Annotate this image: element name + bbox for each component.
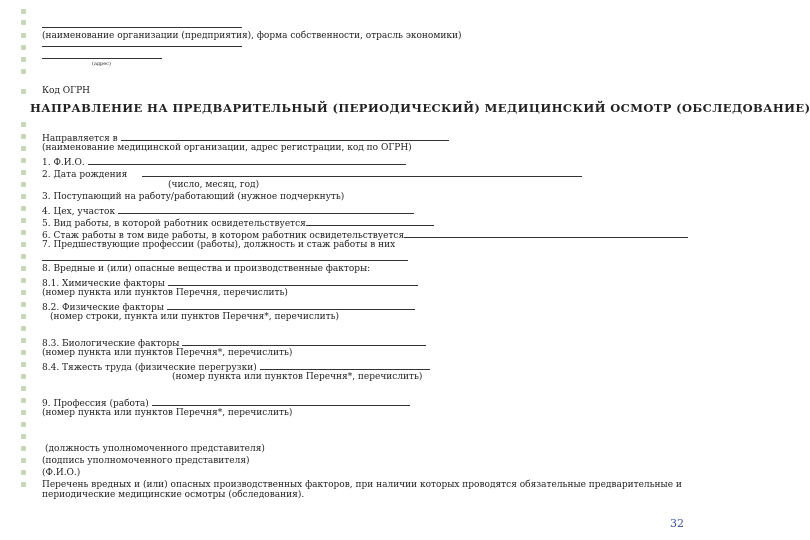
bullet — [21, 326, 26, 331]
med-org-caption: (наименование медицинской организации, адрес регистрации, код по ОГРН) — [42, 143, 412, 153]
ogrn-label: Код ОГРН — [42, 86, 91, 96]
bullet — [21, 338, 26, 343]
bullet — [21, 386, 26, 391]
birth-date-row — [42, 167, 582, 181]
workshop-field[interactable] — [118, 204, 414, 214]
bullet — [21, 122, 26, 127]
profession-field[interactable] — [152, 396, 410, 406]
document-title: НАПРАВЛЕНИЕ НА ПРЕДВАРИТЕЛЬНЫЙ (ПЕРИОДИЧЕСКИЙ) МЕДИЦИНСКИЙ ОСМОТР (ОБСЛЕДОВАНИЕ) — [30, 101, 810, 115]
address-line — [42, 58, 162, 59]
entering-row: 3. Поступающий на работу/работающий (нужное подчеркнуть) — [42, 192, 345, 202]
fio-field[interactable] — [88, 155, 406, 165]
directed-to-field[interactable] — [121, 131, 449, 141]
bullet — [21, 254, 26, 259]
bullet — [21, 374, 26, 379]
bullet — [21, 362, 26, 367]
biological-label: 8.3. Биологические факторы — [42, 339, 180, 349]
biological-caption: (номер пункта или пунктов Перечня*, перечислить) — [42, 348, 293, 358]
fio-label: 1. Ф.И.О. — [42, 158, 85, 168]
biological-field[interactable] — [182, 336, 426, 346]
workshop-label: 4. Цех, участок — [42, 207, 116, 217]
bullet — [21, 89, 26, 94]
physical-caption: (номер строки, пункта или пунктов Перечня*, перечислить) — [50, 312, 339, 322]
labor-severity-label: 8.4. Тяжесть труда (физические перегрузки) — [42, 363, 257, 373]
bullet — [21, 242, 26, 247]
bullet — [21, 410, 26, 415]
birth-date-label: 2. Дата рождения — [42, 170, 128, 180]
work-type-label: 5. Вид работы, в которой работник освидетельствуется — [42, 219, 306, 229]
bullet — [21, 194, 26, 199]
bullet — [21, 230, 26, 235]
birth-date-field[interactable] — [142, 167, 582, 177]
bullet — [21, 482, 26, 487]
hazards-heading: 8. Вредные и (или) опасные вещества и производственные факторы: — [42, 264, 371, 274]
rep-position: (должность уполномоченного представителя) — [45, 444, 265, 454]
bullet — [21, 302, 26, 307]
footnote-line-2: периодические медицинские осмотры (обследования). — [42, 490, 305, 500]
bullet — [21, 134, 26, 139]
bullet — [21, 9, 26, 14]
bullet — [21, 57, 26, 62]
bullet — [21, 206, 26, 211]
bullet — [21, 69, 26, 74]
bullet — [21, 422, 26, 427]
bullet — [21, 170, 26, 175]
bullet — [21, 446, 26, 451]
bullet — [21, 470, 26, 475]
footnote-line-1: Перечень вредных и (или) опасных производственных факторов, при наличии которых проводятся обязательные предварительные и — [42, 480, 682, 490]
bullet — [21, 398, 26, 403]
bullet — [21, 182, 26, 187]
org-name-line — [42, 27, 242, 28]
bullet — [21, 266, 26, 271]
directed-to-label: Направляется в — [42, 134, 118, 144]
org-second-line — [42, 46, 242, 47]
bullet — [21, 33, 26, 38]
work-experience-label: 6. Стаж работы в том виде работы, в котором работник освидетельствуется — [42, 231, 405, 241]
chemical-label: 8.1. Химические факторы — [42, 279, 165, 289]
page-number: 32 — [670, 517, 684, 530]
chemical-caption: (номер пункта или пунктов Перечня, перечислить) — [42, 288, 288, 298]
bullet — [21, 20, 26, 25]
profession-caption: (номер пункта или пунктов Перечня*, перечислить) — [42, 408, 293, 418]
org-caption: (наименование организации (предприятия), форма собственности, отрасль экономики) — [42, 31, 462, 41]
address-caption: (адрес) — [92, 61, 111, 67]
labor-caption: (номер пункта или пунктов Перечня*, перечислить) — [172, 372, 423, 382]
previous-jobs: 7. Предшествующие профессии (работы), должность и стаж работы в них — [42, 240, 396, 250]
bullet — [21, 45, 26, 50]
bullet — [21, 314, 26, 319]
bullet — [21, 278, 26, 283]
previous-jobs-line — [42, 260, 408, 261]
bullet — [21, 350, 26, 355]
physical-field[interactable] — [167, 300, 415, 310]
bullet — [21, 158, 26, 163]
labor-severity-field[interactable] — [260, 360, 430, 370]
work-type-field[interactable] — [306, 216, 434, 226]
profession-label: 9. Профессия (работа) — [42, 399, 149, 409]
birth-caption: (число, месяц, год) — [168, 180, 260, 190]
physical-label: 8.2. Физические факторы — [42, 303, 164, 313]
bullet — [21, 290, 26, 295]
bullet — [21, 434, 26, 439]
chemical-field[interactable] — [168, 276, 418, 286]
bullet — [21, 458, 26, 463]
work-experience-field[interactable] — [404, 228, 688, 238]
bullet — [21, 146, 26, 151]
rep-fio: (Ф.И.О.) — [42, 468, 81, 478]
bullet — [21, 218, 26, 223]
rep-signature: (подпись уполномоченного представителя) — [42, 456, 250, 466]
